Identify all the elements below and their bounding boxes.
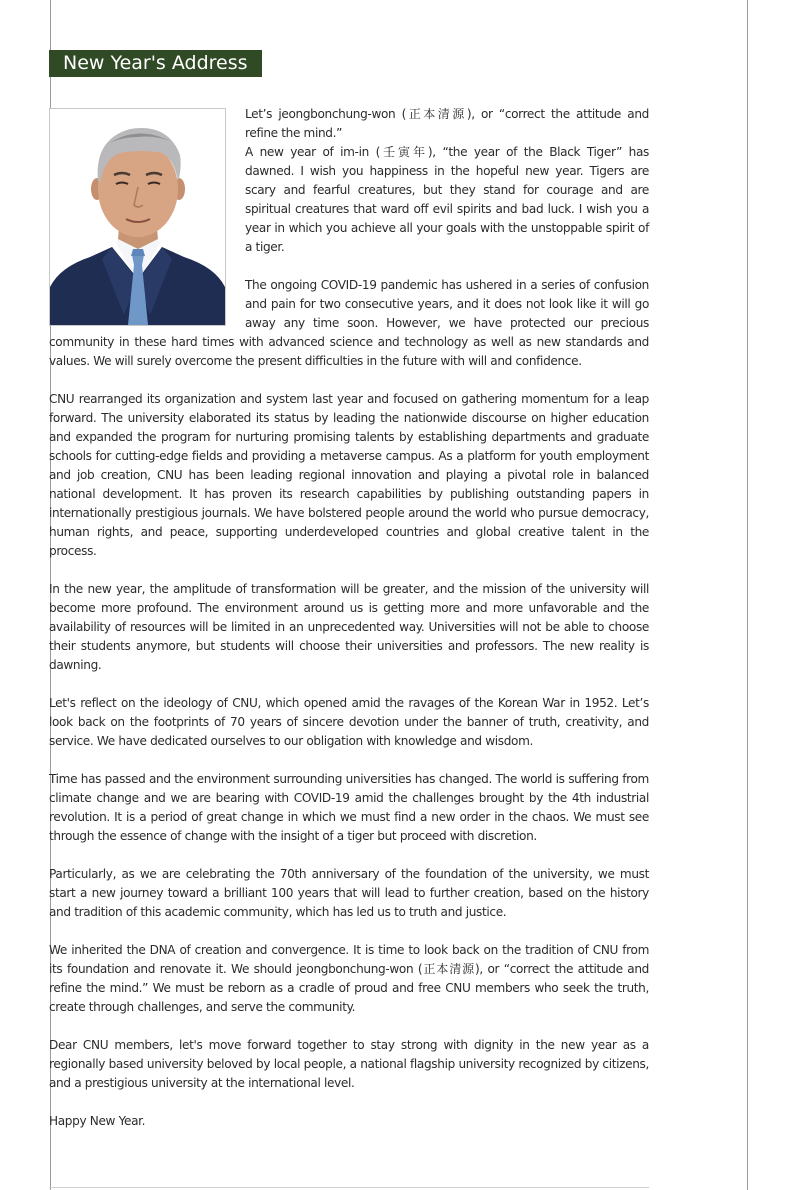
paragraph-10: Dear CNU members, let's move forward together to stay strong with dignity in the new year as a regionally based university beloved by local people, a national flagship university recognized by citizens, and a prestigious university at the international level. bbox=[49, 1038, 649, 1090]
paragraph-9: We inherited the DNA of creation and convergence. It is time to look back on the tradition of CNU from its foundation and renovate it. We should jeongbonchung-won (正本清源), or “correct the attitude and refine the mind.” We must be reborn as a cradle of proud and free CNU members who seek the truth, create through challenges, and serve the community. bbox=[49, 943, 649, 1014]
closing-line: Happy New Year. bbox=[49, 1114, 146, 1128]
president-portrait bbox=[49, 108, 226, 326]
paragraph-6: Let's reflect on the ideology of CNU, which opened amid the ravages of the Korean War in 1952. Let’s look back on the footprints of 70 years of sincere devotion under the banner of truth, creativity, and service. We have dedicated ourselves to our obligation with knowledge and wisdom. bbox=[49, 696, 649, 748]
bottom-divider bbox=[49, 1187, 649, 1188]
paragraph-3: The ongoing COVID-19 pandemic has ushered in a series of confusion and pain for two consecutive years, and it does not look like it will go away any time soon. However, we have protected our precious community in these hard times with advanced science and technology as well as new standards and values. We will surely overcome the present difficulties in the future with will and confidence. bbox=[49, 278, 649, 368]
paragraph-8: Particularly, as we are celebrating the 70th anniversary of the foundation of the university, we must start a new journey toward a brilliant 100 years that will lead to further creation, based on the history and tradition of this academic community, which has led us to truth and justice. bbox=[49, 867, 649, 919]
address-body bbox=[49, 105, 649, 1150]
paragraph-7: Time has passed and the environment surrounding universities has changed. The world is suffering from climate change and we are bearing with COVID-19 amid the challenges brought by the 4th industrial revolution. It is a period of great change in which we must find a new order in the chaos. We must see through the essence of change with the insight of a tiger but proceed with discretion. bbox=[49, 772, 649, 843]
paragraph-2: A new year of im-in (壬寅年), “the year of the Black Tiger” has dawned. I wish you happiness in the hopeful new year. Tigers are scary and fearful creatures, but they stand for courage and are spiritual creatures that ward off evil spirits and bad luck. I wish you a year in which you achieve all your goals with the unstoppable spirit of a tiger. bbox=[245, 145, 649, 254]
paragraph-1: Let’s jeongbonchung-won (正本清源), or “correct the attitude and refine the mind.” bbox=[245, 107, 649, 140]
paragraph-4: CNU rearranged its organization and system last year and focused on gathering momentum for a leap forward. The university elaborated its status by leading the nationwide discourse on higher education and expanded the program for nurturing promising talents by establishing departments and graduate schools for cutting-edge fields and providing a metaverse campus. As a platform for youth employment and job creation, CNU has been leading regional innovation and playing a pivotal role in balanced national development. It has proven its research capabilities by publishing outstanding papers in internationally prestigious journals. We have bolstered people around the world who pursue democracy, human rights, and peace, supporting underdeveloped countries and global creative talent in the process. bbox=[49, 392, 649, 558]
page-title: New Year's Address bbox=[49, 50, 262, 77]
paragraph-5: In the new year, the amplitude of transformation will be greater, and the mission of the university will become more profound. The environment around us is getting more and more unfavorable and the availability of resources will be limited in an unprecedented way. Universities will not be able to choose their students anymore, but students will choose their universities and professors. The new reality is dawning. bbox=[49, 582, 649, 672]
